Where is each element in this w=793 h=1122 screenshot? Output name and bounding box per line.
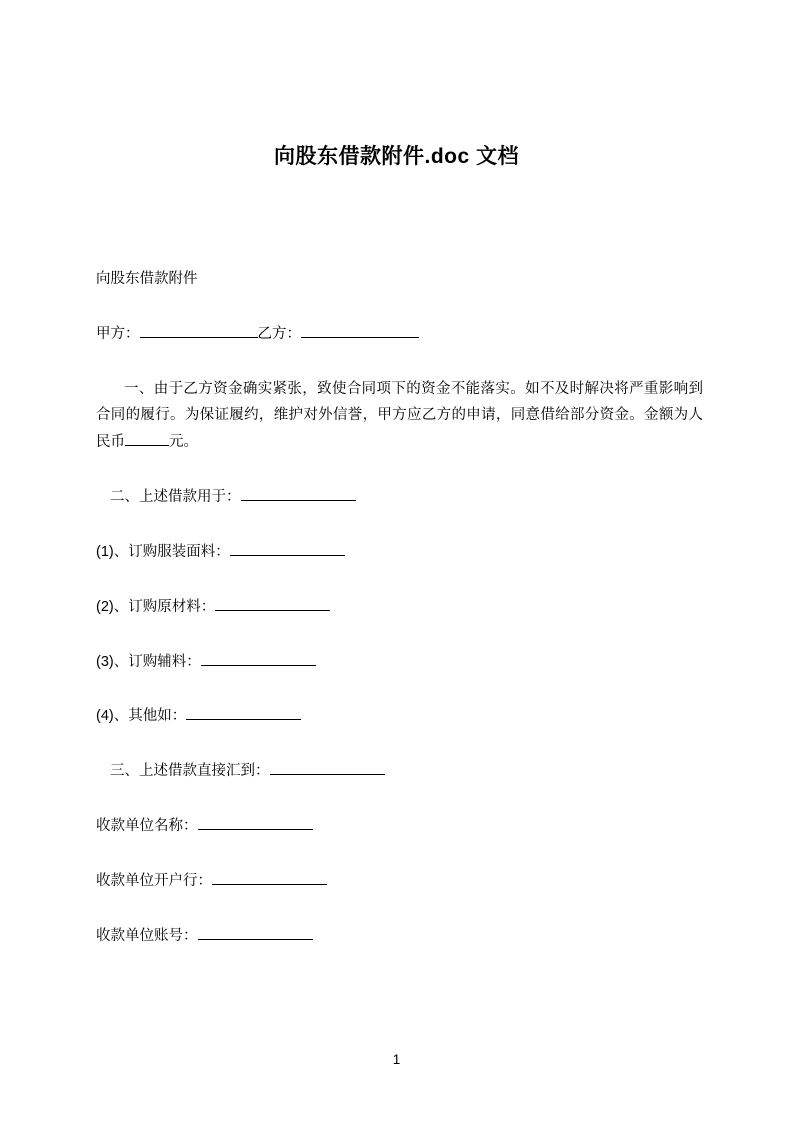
payee-account-label: 收款单位账号： [96, 927, 198, 944]
item-4-blank[interactable] [186, 719, 301, 720]
clause-1-text-after: 元。 [169, 434, 198, 451]
clause-2-blank[interactable] [241, 500, 356, 501]
payee-account-line [96, 923, 703, 950]
payee-bank-blank[interactable] [212, 884, 327, 885]
item-1-label: (1)、订购服装面料： [96, 543, 230, 560]
payee-name-blank[interactable] [198, 829, 313, 830]
clause-1 [96, 376, 703, 456]
clause-2 [96, 484, 703, 511]
clause-3-blank[interactable] [270, 774, 385, 775]
item-3-blank[interactable] [201, 665, 316, 666]
payee-account-blank[interactable] [198, 939, 313, 940]
payee-name-label: 收款单位名称： [96, 817, 198, 834]
parties-line [96, 321, 703, 348]
party-b-blank[interactable] [301, 337, 419, 338]
document-heading-text: 向股东借款附件 [96, 271, 198, 287]
item-3-label: (3)、订购辅料： [96, 653, 201, 670]
page-number: 1 [392, 1052, 401, 1067]
item-1 [96, 539, 703, 566]
clause-1-text: 一、由于乙方资金确实紧张，致使合同项下的资金不能落实。如不及时解决将严重影响到合同的履行。为保证履约，维护对外信誉，甲方应乙方的申请，同意借给部分资金。金额为人民币 [96, 380, 703, 451]
payee-bank-label: 收款单位开户行： [96, 872, 212, 889]
clause-2-label: 二、上述借款用于： [110, 489, 241, 506]
party-a-label: 甲方： [96, 325, 140, 342]
item-4 [96, 703, 703, 730]
clause-3 [96, 758, 703, 785]
party-a-blank[interactable] [140, 337, 258, 338]
document-heading [96, 266, 703, 293]
document-body [0, 266, 793, 949]
page-title: 向股东借款附件.doc 文档 [273, 145, 519, 168]
clause-1-amount-blank[interactable] [125, 445, 169, 446]
payee-name-line [96, 813, 703, 840]
item-1-blank[interactable] [230, 555, 345, 556]
item-2-label: (2)、订购原材料： [96, 598, 216, 615]
party-b-label: 乙方： [257, 325, 301, 342]
item-2-blank[interactable] [215, 610, 330, 611]
payee-bank-line [96, 868, 703, 895]
item-2 [96, 594, 703, 621]
item-4-label: (4)、其他如： [96, 708, 187, 725]
item-3 [96, 649, 703, 676]
clause-3-label: 三、上述借款直接汇到： [110, 763, 270, 780]
